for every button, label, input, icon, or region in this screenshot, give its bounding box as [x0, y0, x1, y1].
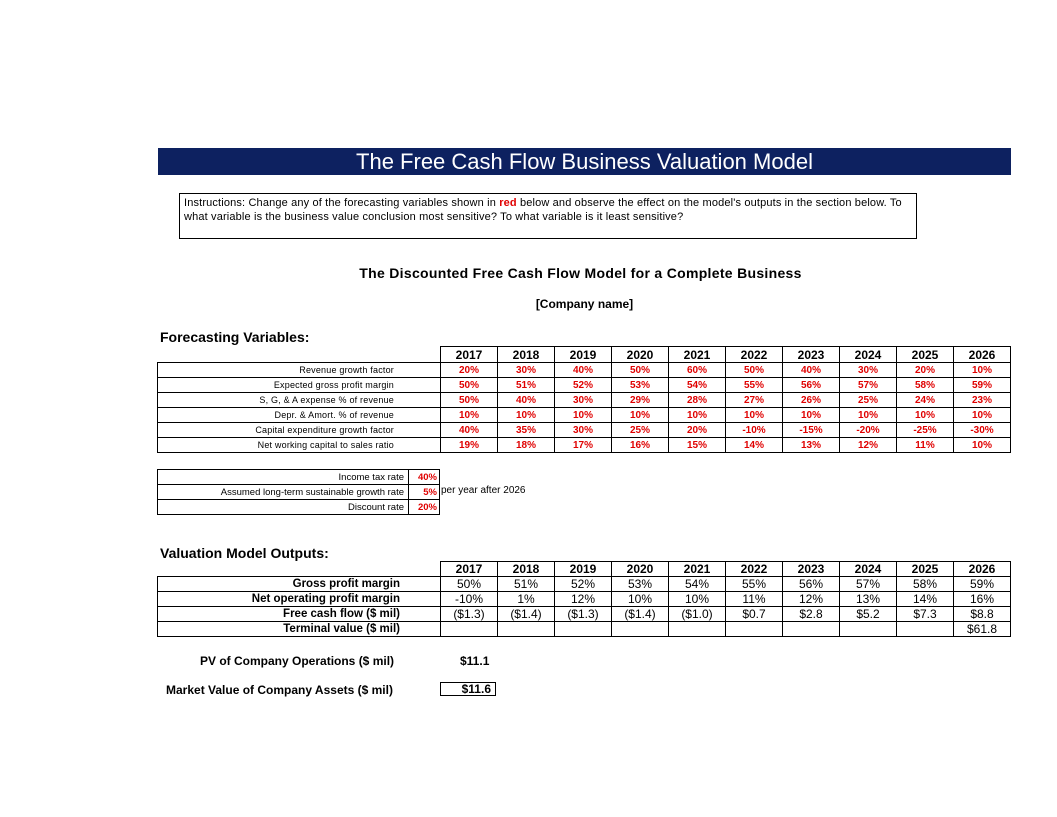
forecast-row-label: Depr. & Amort. % of revenue: [158, 408, 441, 423]
year-header: 2018: [498, 347, 555, 363]
year-header: 2021: [669, 562, 726, 577]
year-header: 2025: [897, 562, 954, 577]
forecast-input-cell[interactable]: 60%: [669, 363, 726, 378]
forecast-input-cell[interactable]: 40%: [783, 363, 840, 378]
output-cell: 10%: [669, 592, 726, 607]
forecast-input-cell[interactable]: 59%: [954, 378, 1011, 393]
market-value-label: Market Value of Company Assets ($ mil): [166, 683, 393, 697]
output-row: [158, 607, 1011, 622]
forecast-input-cell[interactable]: 10%: [555, 408, 612, 423]
forecast-input-cell[interactable]: 26%: [783, 393, 840, 408]
market-value-cell[interactable]: $11.6: [440, 682, 496, 696]
instructions-red-word: red: [499, 197, 517, 209]
output-row: [158, 577, 1011, 592]
output-cell: $2.8: [783, 607, 840, 622]
output-cell: $61.8: [954, 622, 1011, 637]
forecast-input-cell[interactable]: 10%: [954, 438, 1011, 453]
year-header: 2021: [669, 347, 726, 363]
output-cell: ($1.3): [555, 607, 612, 622]
output-cell: 59%: [954, 577, 1011, 592]
forecast-row: [158, 363, 1011, 378]
forecast-input-cell[interactable]: 17%: [555, 438, 612, 453]
forecast-row: [158, 378, 1011, 393]
forecast-input-cell[interactable]: 30%: [555, 423, 612, 438]
output-cell: $5.2: [840, 607, 897, 622]
forecast-input-cell[interactable]: 30%: [498, 363, 555, 378]
outputs-heading: Valuation Model Outputs:: [160, 545, 329, 561]
forecast-input-cell[interactable]: 10%: [954, 408, 1011, 423]
year-header: 2024: [840, 562, 897, 577]
output-cell: 10%: [612, 592, 669, 607]
forecast-input-cell[interactable]: 20%: [897, 363, 954, 378]
assumption-input-cell[interactable]: 40%: [409, 470, 440, 485]
assumption-label: Assumed long-term sustainable growth rate: [158, 485, 409, 500]
year-header: 2018: [498, 562, 555, 577]
year-header: 2019: [555, 347, 612, 363]
output-cell: [897, 622, 954, 637]
forecast-input-cell[interactable]: 50%: [441, 393, 498, 408]
forecast-input-cell[interactable]: 50%: [441, 378, 498, 393]
year-header: 2017: [441, 347, 498, 363]
forecast-input-cell[interactable]: -25%: [897, 423, 954, 438]
assumption-row: [158, 485, 440, 500]
output-row: [158, 592, 1011, 607]
forecast-input-cell[interactable]: 56%: [783, 378, 840, 393]
output-cell: 51%: [498, 577, 555, 592]
outputs-year-row: [158, 562, 1011, 577]
output-cell: [783, 622, 840, 637]
forecast-input-cell[interactable]: 57%: [840, 378, 897, 393]
forecast-input-cell[interactable]: 50%: [726, 363, 783, 378]
blank-cell: [158, 562, 441, 577]
forecasting-heading: Forecasting Variables:: [160, 329, 310, 345]
company-name[interactable]: [Company name]: [535, 297, 634, 311]
output-cell: ($1.4): [498, 607, 555, 622]
output-cell: $0.7: [726, 607, 783, 622]
forecast-input-cell[interactable]: 16%: [612, 438, 669, 453]
forecast-input-cell[interactable]: 51%: [498, 378, 555, 393]
growth-note: per year after 2026: [441, 485, 526, 496]
output-cell: [498, 622, 555, 637]
forecast-input-cell[interactable]: 50%: [612, 363, 669, 378]
assumption-label: Discount rate: [158, 500, 409, 515]
forecasting-rows: [158, 363, 1011, 453]
output-cell: 1%: [498, 592, 555, 607]
model-title: The Discounted Free Cash Flow Model for a Complete Business: [359, 265, 802, 281]
forecast-input-cell[interactable]: 27%: [726, 393, 783, 408]
forecast-input-cell[interactable]: -20%: [840, 423, 897, 438]
pv-label: PV of Company Operations ($ mil): [200, 654, 395, 668]
forecast-input-cell[interactable]: 30%: [840, 363, 897, 378]
forecast-row-label: Expected gross profit margin: [158, 378, 441, 393]
forecast-input-cell[interactable]: 28%: [669, 393, 726, 408]
output-row-label: Gross profit margin: [158, 577, 441, 592]
forecast-input-cell[interactable]: -15%: [783, 423, 840, 438]
page-banner-title: The Free Cash Flow Business Valuation Model: [158, 148, 1011, 175]
assumption-input-cell[interactable]: 5%: [409, 485, 440, 500]
year-header: 2026: [954, 562, 1011, 577]
blank-cell: [158, 347, 441, 363]
forecasting-year-row: [158, 347, 1011, 363]
output-cell: $7.3: [897, 607, 954, 622]
forecast-input-cell[interactable]: 12%: [840, 438, 897, 453]
forecast-row-label: Capital expenditure growth factor: [158, 423, 441, 438]
forecast-input-cell[interactable]: -30%: [954, 423, 1011, 438]
forecast-input-cell[interactable]: -10%: [726, 423, 783, 438]
forecast-input-cell[interactable]: 11%: [897, 438, 954, 453]
year-header: 2017: [441, 562, 498, 577]
forecast-input-cell[interactable]: 18%: [498, 438, 555, 453]
assumptions-table: [157, 469, 440, 515]
outputs-rows: [158, 577, 1011, 637]
output-cell: 13%: [840, 592, 897, 607]
output-row-label: Net operating profit margin: [158, 592, 441, 607]
forecast-input-cell[interactable]: 10%: [441, 408, 498, 423]
forecast-input-cell[interactable]: 15%: [669, 438, 726, 453]
instructions-text-2: below and observe the effect on the model's outputs in the section below. To what variable is the business value conclusion most sensitive? To what variable is it least sensitive?: [184, 197, 902, 223]
instructions-box: [179, 193, 917, 239]
forecast-row-label: Net working capital to sales ratio: [158, 438, 441, 453]
forecast-input-cell[interactable]: 23%: [954, 393, 1011, 408]
forecast-input-cell[interactable]: 55%: [726, 378, 783, 393]
output-cell: 11%: [726, 592, 783, 607]
forecast-input-cell[interactable]: 29%: [612, 393, 669, 408]
output-row-label: Free cash flow ($ mil): [158, 607, 441, 622]
forecast-row: [158, 423, 1011, 438]
forecast-row-label: S, G, & A expense % of revenue: [158, 393, 441, 408]
year-header: 2025: [897, 347, 954, 363]
forecast-input-cell[interactable]: 52%: [555, 378, 612, 393]
forecast-input-cell[interactable]: 25%: [840, 393, 897, 408]
assumption-input-cell[interactable]: 20%: [409, 500, 440, 515]
forecast-input-cell[interactable]: 10%: [612, 408, 669, 423]
forecast-input-cell[interactable]: 13%: [783, 438, 840, 453]
year-header: 2022: [726, 347, 783, 363]
pv-value: $11.1: [460, 654, 490, 668]
output-cell: [612, 622, 669, 637]
output-row: [158, 622, 1011, 637]
output-cell: 55%: [726, 577, 783, 592]
output-cell: ($1.4): [612, 607, 669, 622]
output-row-label: Terminal value ($ mil): [158, 622, 441, 637]
output-cell: [726, 622, 783, 637]
forecast-input-cell[interactable]: 14%: [726, 438, 783, 453]
forecast-input-cell[interactable]: 10%: [840, 408, 897, 423]
output-cell: 50%: [441, 577, 498, 592]
forecast-input-cell[interactable]: 40%: [498, 393, 555, 408]
output-cell: 58%: [897, 577, 954, 592]
output-cell: [840, 622, 897, 637]
output-cell: ($1.3): [441, 607, 498, 622]
forecast-input-cell[interactable]: 10%: [498, 408, 555, 423]
output-cell: 56%: [783, 577, 840, 592]
year-header: 2026: [954, 347, 1011, 363]
output-cell: [669, 622, 726, 637]
forecast-input-cell[interactable]: 10%: [669, 408, 726, 423]
year-header: 2020: [612, 347, 669, 363]
forecast-input-cell[interactable]: 10%: [954, 363, 1011, 378]
output-cell: 53%: [612, 577, 669, 592]
output-cell: 14%: [897, 592, 954, 607]
output-cell: 16%: [954, 592, 1011, 607]
year-header: 2023: [783, 347, 840, 363]
forecast-row: [158, 438, 1011, 453]
forecast-input-cell[interactable]: 25%: [612, 423, 669, 438]
assumption-label: Income tax rate: [158, 470, 409, 485]
outputs-table: [157, 561, 1011, 637]
forecast-input-cell[interactable]: 35%: [498, 423, 555, 438]
assumption-row: [158, 500, 440, 515]
forecast-input-cell[interactable]: 58%: [897, 378, 954, 393]
output-cell: ($1.0): [669, 607, 726, 622]
output-cell: [555, 622, 612, 637]
forecast-input-cell[interactable]: 54%: [669, 378, 726, 393]
output-cell: 52%: [555, 577, 612, 592]
output-cell: 57%: [840, 577, 897, 592]
year-header: 2022: [726, 562, 783, 577]
year-header: 2020: [612, 562, 669, 577]
output-cell: [441, 622, 498, 637]
forecasting-table: [157, 346, 1011, 453]
year-header: 2019: [555, 562, 612, 577]
forecast-input-cell[interactable]: 24%: [897, 393, 954, 408]
instructions-text-1: Instructions: Change any of the forecasting variables shown in: [184, 197, 500, 209]
forecast-row-label: Revenue growth factor: [158, 363, 441, 378]
forecast-input-cell[interactable]: 10%: [897, 408, 954, 423]
forecast-input-cell[interactable]: 20%: [441, 363, 498, 378]
forecast-row: [158, 408, 1011, 423]
output-cell: -10%: [441, 592, 498, 607]
forecast-input-cell[interactable]: 30%: [555, 393, 612, 408]
assumption-row: [158, 470, 440, 485]
forecast-input-cell[interactable]: 10%: [726, 408, 783, 423]
forecast-input-cell[interactable]: 10%: [783, 408, 840, 423]
output-cell: 12%: [783, 592, 840, 607]
forecast-input-cell[interactable]: 40%: [555, 363, 612, 378]
output-cell: 54%: [669, 577, 726, 592]
output-cell: 12%: [555, 592, 612, 607]
output-cell: $8.8: [954, 607, 1011, 622]
forecast-row: [158, 393, 1011, 408]
year-header: 2023: [783, 562, 840, 577]
forecast-input-cell[interactable]: 19%: [441, 438, 498, 453]
forecast-input-cell[interactable]: 20%: [669, 423, 726, 438]
year-header: 2024: [840, 347, 897, 363]
forecast-input-cell[interactable]: 40%: [441, 423, 498, 438]
forecast-input-cell[interactable]: 53%: [612, 378, 669, 393]
